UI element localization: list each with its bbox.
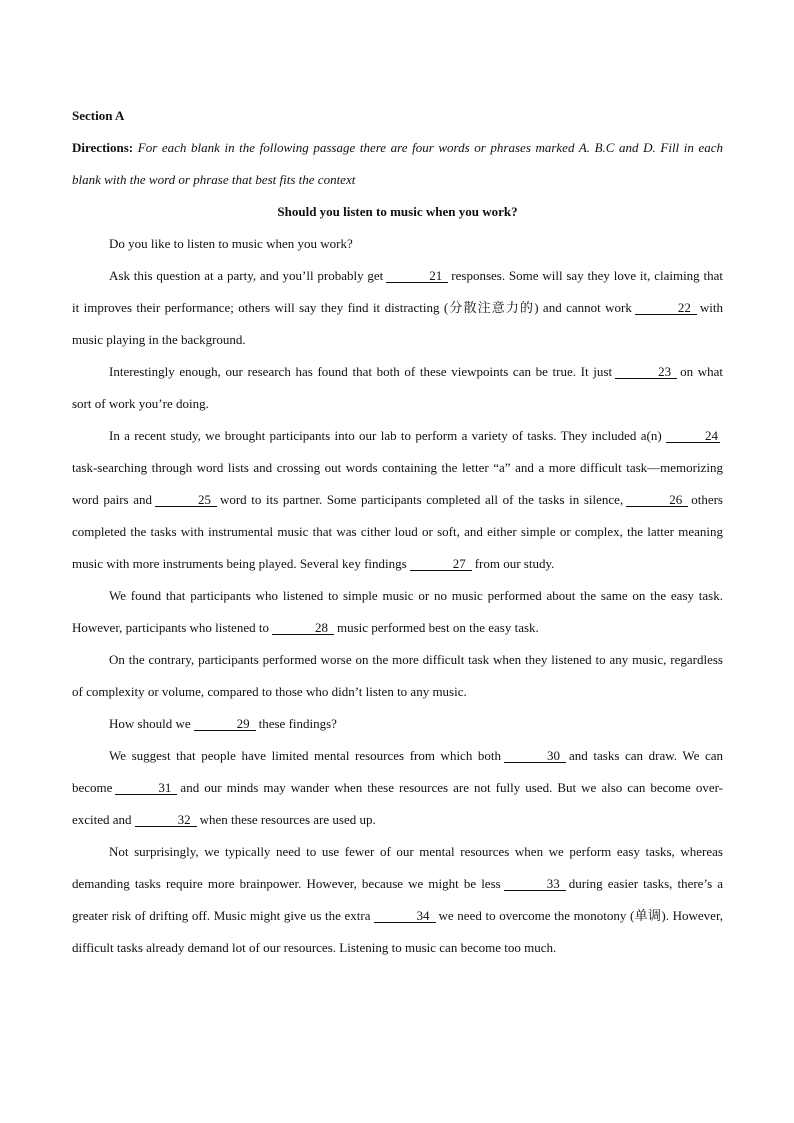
blank-21[interactable]: 21 [386,269,448,283]
blank-30[interactable]: 30 [504,749,566,763]
blank-34[interactable]: 34 [374,909,436,923]
blank-27[interactable]: 27 [410,557,472,571]
paragraph-4: In a recent study, we brought participants into our lab to perform a variety of tasks. They included a(n) 24task-searching through word lists and crossing out words containing the letter “a” and a more difficult task—memorizing word pairs and 25 word to its partner. Some participants completed all of the tasks in silence, 26 others completed the tasks with instrumental music that was cither loud or soft, and either simple or complex, the latter meaning music with more instruments being played. Several key findings 27 from our study. [72,428,723,571]
paragraph-5: We found that participants who listened to simple music or no music performed about the same on the easy task. However, participants who listened to 28 music performed best on the easy task. [72,588,723,635]
blank-33[interactable]: 33 [504,877,566,891]
blank-32[interactable]: 32 [135,813,197,827]
blank-25[interactable]: 25 [155,493,217,507]
blank-29[interactable]: 29 [194,717,256,731]
directions-text: For each blank in the following passage there are four words or phrases marked A. B.C and D. Fill in each blank with the word or phrase that best fits the context [72,140,724,187]
paragraph-8: We suggest that people have limited mental resources from which both 30 and tasks can draw. We can become 31 and our minds may wander when these resources are not fully used. But we also can become over-excited and 32 when these resources are used up. [72,748,723,827]
paragraph-1: Do you like to listen to music when you work? [109,236,353,251]
document-page [72,100,723,964]
paragraph-6: On the contrary, participants performed worse on the more difficult task when they listened to any music, regardless of complexity or volume, compared to those who didn’t listen to any music. [72,652,723,699]
directions [72,132,723,196]
paragraph-2: Ask this question at a party, and you’ll probably get 21 responses. Some will say they love it, claiming that it improves their performance; others will say they find it distracting (分散注意力的) and cannot work 22 with music playing in the background. [72,268,723,347]
directions-label: Directions: [72,140,134,155]
blank-26[interactable]: 26 [626,493,688,507]
blank-24[interactable]: 24 [666,429,720,443]
section-heading: Section A [72,108,125,123]
paragraph-9: Not surprisingly, we typically need to use fewer of our mental resources when we perform easy tasks, whereas demanding tasks require more brainpower. However, because we might be less 33 during easier tasks, there’s a greater risk of drifting off. Music might give us the extra 34 we need to overcome the monotony (单调). However, difficult tasks already demand lot of our resources. Listening to music can become too much. [72,844,724,955]
paragraph-3: Interestingly enough, our research has found that both of these viewpoints can be true. It just 23 on what sort of work you’re doing. [72,364,723,411]
paragraph-7: How should we 29 these findings? [109,716,337,731]
blank-31[interactable]: 31 [115,781,177,795]
blank-22[interactable]: 22 [635,301,697,315]
passage-title: Should you listen to music when you work? [277,204,518,219]
blank-28[interactable]: 28 [272,621,334,635]
blank-23[interactable]: 23 [615,365,677,379]
